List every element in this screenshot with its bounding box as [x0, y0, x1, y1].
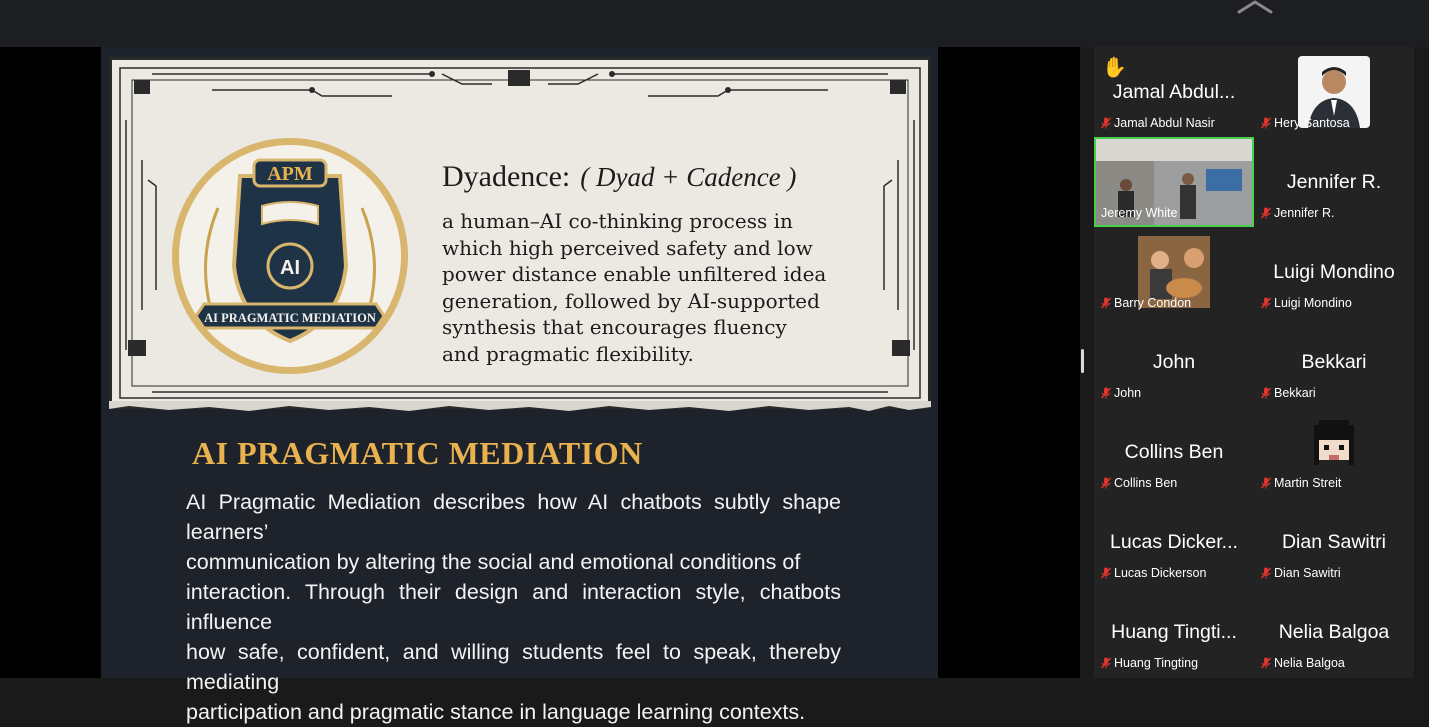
mic-muted-icon	[1101, 117, 1111, 129]
raised-hand-icon: ✋	[1102, 57, 1127, 79]
mic-muted-icon	[1261, 207, 1271, 219]
definition-line: which high perceived safety and low	[442, 235, 813, 260]
participant-name-label: Dian Sawitri	[1261, 566, 1341, 580]
mic-muted-icon	[1101, 567, 1111, 579]
mic-muted-icon	[1261, 387, 1271, 399]
participant-tile[interactable]	[1254, 47, 1414, 137]
definition-panel	[109, 57, 931, 409]
participant-name-label: Jennifer R.	[1261, 206, 1334, 220]
participant-tile[interactable]	[1094, 587, 1254, 677]
participant-display-name: John	[1152, 351, 1196, 373]
presentation-slide	[101, 47, 938, 724]
participant-name-label: Lucas Dickerson	[1101, 566, 1206, 580]
section-paragraph	[186, 487, 841, 727]
mic-muted-icon	[1261, 657, 1271, 669]
participant-tile[interactable]	[1094, 317, 1254, 407]
mic-muted-icon	[1261, 117, 1271, 129]
definition-line: a human–AI co-thinking process in	[442, 209, 793, 233]
torn-edge-decoration	[109, 401, 931, 415]
section-line: AI Pragmatic Mediation describes how AI chatbots subtly shape learners’	[186, 490, 841, 544]
definition-title	[442, 160, 796, 194]
section-line: how safe, confident, and willing students feel to speak, thereby mediating	[186, 640, 841, 694]
badge-ribbon-text: AI PRAGMATIC MEDIATION	[204, 311, 376, 325]
section-line: communication by altering the social and emotional conditions of	[186, 550, 801, 574]
participant-display-name: Jamal Abdul...	[1112, 81, 1236, 103]
definition-line: synthesis that encourages fluency	[442, 315, 787, 339]
mic-muted-icon	[1101, 477, 1111, 489]
participant-display-name: Bekkari	[1301, 351, 1367, 373]
mic-muted-icon	[1261, 297, 1271, 309]
mic-muted-icon	[1101, 387, 1111, 399]
chevron-up-icon[interactable]	[1236, 0, 1274, 16]
participant-display-name: Jennifer R.	[1286, 171, 1382, 193]
participant-name-label: Hery Santosa	[1261, 116, 1350, 130]
splitter-handle[interactable]	[1081, 349, 1084, 373]
participant-tile[interactable]	[1094, 497, 1254, 587]
participant-name-label: Huang Tingting	[1101, 656, 1198, 670]
participant-name-label: Martin Streit	[1261, 476, 1341, 490]
section-line: participation and pragmatic stance in language learning contexts.	[186, 700, 806, 724]
pixel-avatar	[1304, 415, 1364, 475]
participant-name-label: Jamal Abdul Nasir	[1101, 116, 1215, 130]
participant-tile[interactable]	[1254, 137, 1414, 227]
participant-gallery	[1094, 47, 1414, 678]
participant-tile[interactable]	[1094, 227, 1254, 317]
participant-tile[interactable]	[1254, 497, 1414, 587]
participant-display-name: Collins Ben	[1124, 441, 1224, 463]
badge-ai-text: AI	[280, 257, 300, 279]
participant-tile[interactable]	[1254, 407, 1414, 497]
mic-muted-icon	[1101, 657, 1111, 669]
section-line: interaction. Through their design and interaction style, chatbots influence	[186, 580, 841, 634]
definition-text	[442, 208, 892, 367]
apm-badge-logo	[170, 136, 410, 376]
definition-formula: ( Dyad + Cadence )	[580, 162, 797, 192]
participant-display-name: Huang Tingti...	[1111, 621, 1237, 643]
section-heading: AI PRAGMATIC MEDIATION	[192, 435, 643, 471]
participant-tile[interactable]	[1254, 587, 1414, 677]
participant-display-name: Dian Sawitri	[1281, 531, 1387, 553]
participant-tile-active-speaker[interactable]	[1094, 137, 1254, 227]
mic-muted-icon	[1101, 297, 1111, 309]
definition-term: Dyadence:	[442, 160, 571, 193]
mic-muted-icon	[1261, 567, 1271, 579]
definition-line: and pragmatic flexibility.	[442, 341, 694, 366]
participant-tile[interactable]	[1254, 227, 1414, 317]
participant-name-label: Luigi Mondino	[1261, 296, 1352, 310]
participant-name-label: Bekkari	[1261, 386, 1316, 400]
participant-tile[interactable]	[1254, 317, 1414, 407]
participant-display-name: Luigi Mondino	[1273, 261, 1395, 283]
badge-apm-text: APM	[267, 163, 313, 185]
participant-name-label: Collins Ben	[1101, 476, 1177, 490]
participant-name-label: Barry Condon	[1101, 296, 1191, 310]
participant-display-name: Nelia Balgoa	[1278, 621, 1390, 643]
participant-name-label: John	[1101, 386, 1141, 400]
shared-screen-area	[0, 47, 1080, 724]
participant-display-name: Lucas Dicker...	[1110, 531, 1238, 553]
definition-line: power distance enable unfiltered idea	[442, 262, 827, 286]
participant-tile[interactable]	[1094, 407, 1254, 497]
participant-name-label: Nelia Balgoa	[1261, 656, 1345, 670]
mic-muted-icon	[1261, 477, 1271, 489]
participant-tile[interactable]	[1094, 47, 1254, 137]
participant-name-label: Jeremy White	[1101, 206, 1178, 220]
top-toolbar	[0, 0, 1429, 47]
definition-line: generation, followed by AI-supported	[442, 288, 820, 313]
